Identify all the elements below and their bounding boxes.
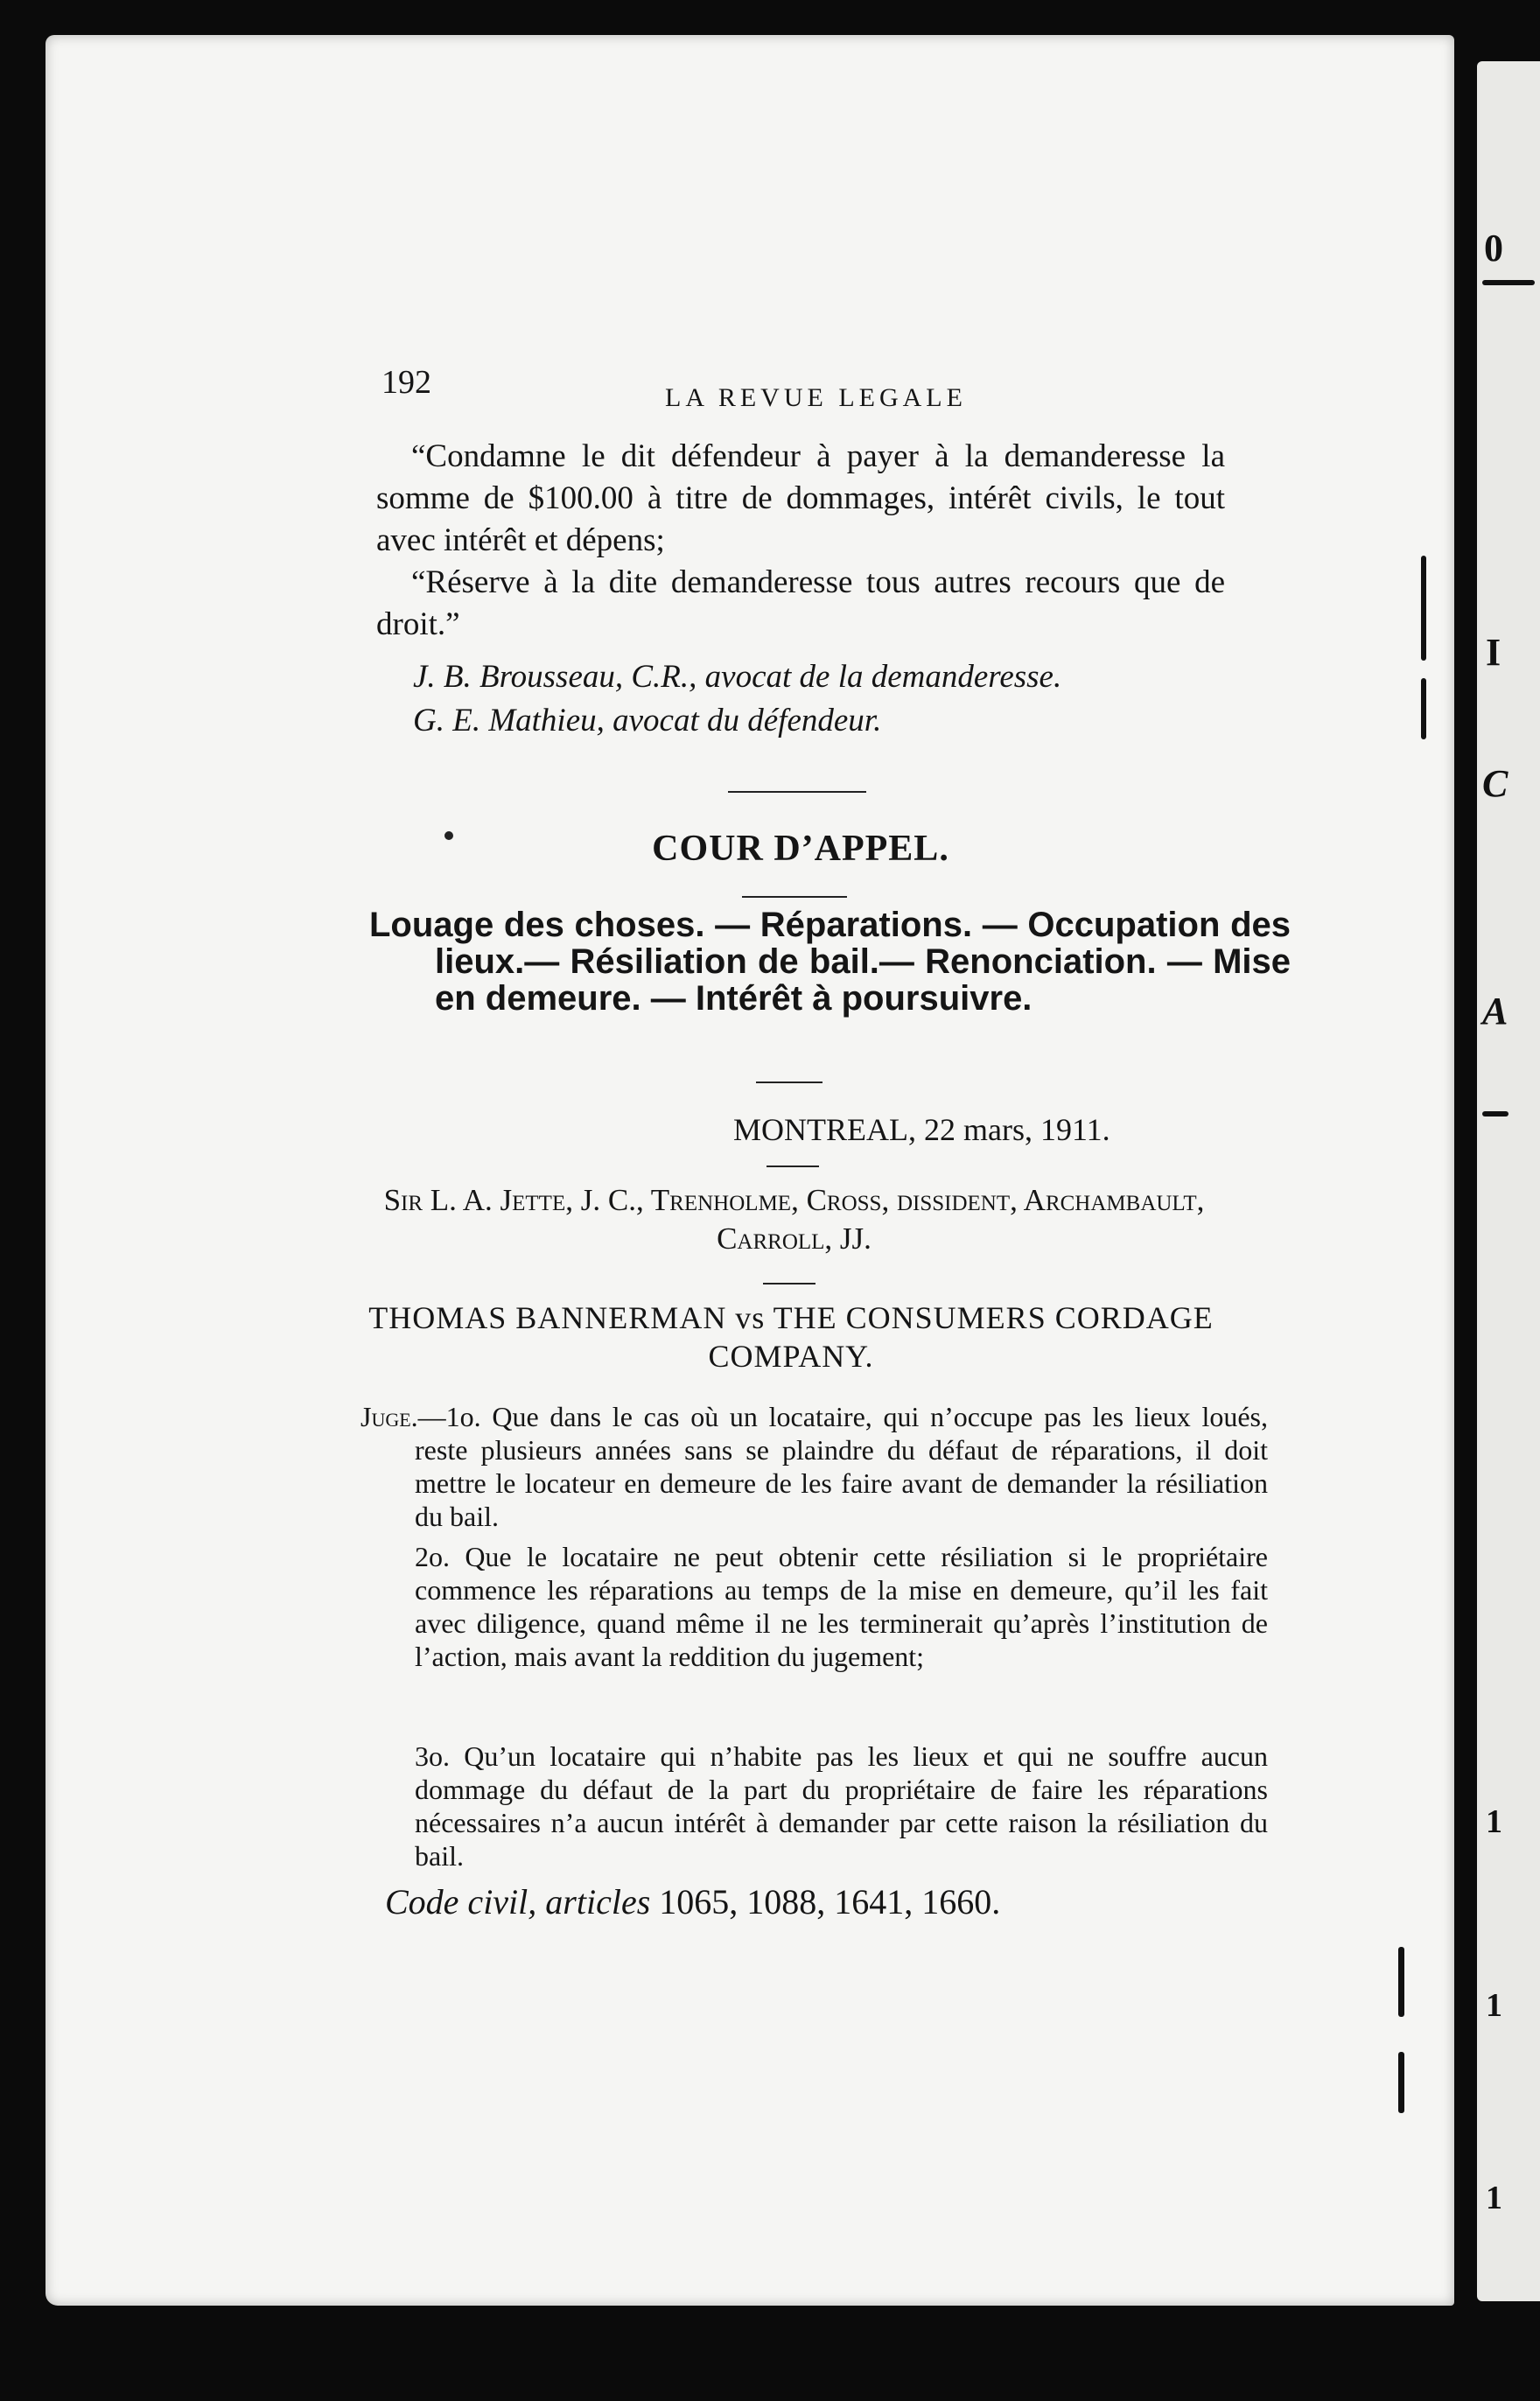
case-parties: THOMAS BANNERMAN vs THE CONSUMERS CORDAGE COMPANY. bbox=[368, 1300, 1214, 1374]
section-divider bbox=[766, 1166, 819, 1167]
adjacent-page-fragment: A bbox=[1482, 990, 1508, 1032]
headnote-label: Juge. bbox=[360, 1401, 418, 1432]
subject-heading: Louage des choses. — Réparations. — Occupation des lieux.— Résiliation de bail.— Renonciation. — Mise en demeure. — Intérêt à poursuivre. bbox=[369, 906, 1291, 1018]
judgment-paragraph: “Réserve à la dite demanderesse tous autres recours que de droit.” bbox=[376, 564, 1225, 642]
adjacent-page-fragment: I bbox=[1486, 631, 1502, 674]
adjacent-page-fragment: C bbox=[1482, 762, 1508, 805]
adjacent-page-fragment: 0 bbox=[1484, 227, 1503, 270]
court-title: COUR D’APPEL. bbox=[652, 829, 949, 869]
code-reference-articles: 1065, 1088, 1641, 1660. bbox=[659, 1882, 1001, 1922]
code-reference bbox=[385, 1881, 1000, 1922]
margin-mark bbox=[1398, 2052, 1404, 2113]
counsel-signature: J. B. Brousseau, C.R., avocat de la demanderesse. bbox=[413, 659, 1062, 695]
adjacent-page-rule bbox=[1482, 1111, 1508, 1116]
headnote-point-3: 3o. Qu’un locataire qui n’habite pas les lieux et qui ne souffre aucun dommage du défaut de la part du propriétaire de faire les réparations nécessaires n’a aucun intérêt à demander par cette raison la résiliation du bail. bbox=[415, 1740, 1268, 1872]
judges-line: Sir L. A. Jette, J. C., Trenholme, Cross, dissident, Archambault, Carroll, JJ. bbox=[383, 1183, 1205, 1256]
page-number: 192 bbox=[382, 364, 431, 401]
judgment-paragraph: “Condamne le dit défendeur à payer à la demanderesse la somme de $100.00 à titre de dommages, intérêt civils, le tout avec intérêt et dépens; bbox=[376, 438, 1225, 558]
section-divider bbox=[756, 1082, 822, 1083]
adjacent-page-fragment: 1 bbox=[1486, 1987, 1502, 2024]
adjacent-page-rule bbox=[1482, 280, 1535, 285]
margin-mark bbox=[1421, 678, 1426, 739]
margin-mark bbox=[1421, 556, 1426, 661]
section-divider bbox=[742, 896, 847, 898]
section-divider bbox=[728, 791, 866, 793]
place-date: MONTREAL, 22 mars, 1911. bbox=[733, 1112, 1110, 1147]
counsel-signature: G. E. Mathieu, avocat du défendeur. bbox=[413, 703, 882, 738]
adjacent-page-edge bbox=[1477, 61, 1540, 2301]
headnote-point-2: 2o. Que le locataire ne peut obtenir cette résiliation si le propriétaire commence les réparations au temps de la mise en demeure, qu’il les fait avec diligence, quand même il ne les terminerait qu’après l’institution de l’action, mais avant la reddition du jugement; bbox=[415, 1541, 1268, 1672]
margin-mark bbox=[1398, 1947, 1404, 2017]
book-page bbox=[46, 35, 1454, 2306]
adjacent-page-fragment: 1 bbox=[1486, 2180, 1502, 2216]
running-title: LA REVUE LEGALE bbox=[665, 383, 967, 412]
headnote-text: —1o. Que dans le cas où un locataire, qui n’occupe pas les lieux loués, reste plusieurs années sans se plaindre du défaut de réparations, il doit mettre le locateur en demeure de les faire avant de demander la résiliation du bail. bbox=[415, 1401, 1268, 1532]
section-divider bbox=[763, 1283, 816, 1284]
code-reference-label: Code civil, articles bbox=[385, 1882, 651, 1922]
headnote-point-1 bbox=[360, 1400, 1268, 1533]
adjacent-page-fragment: 1 bbox=[1486, 1803, 1502, 1840]
